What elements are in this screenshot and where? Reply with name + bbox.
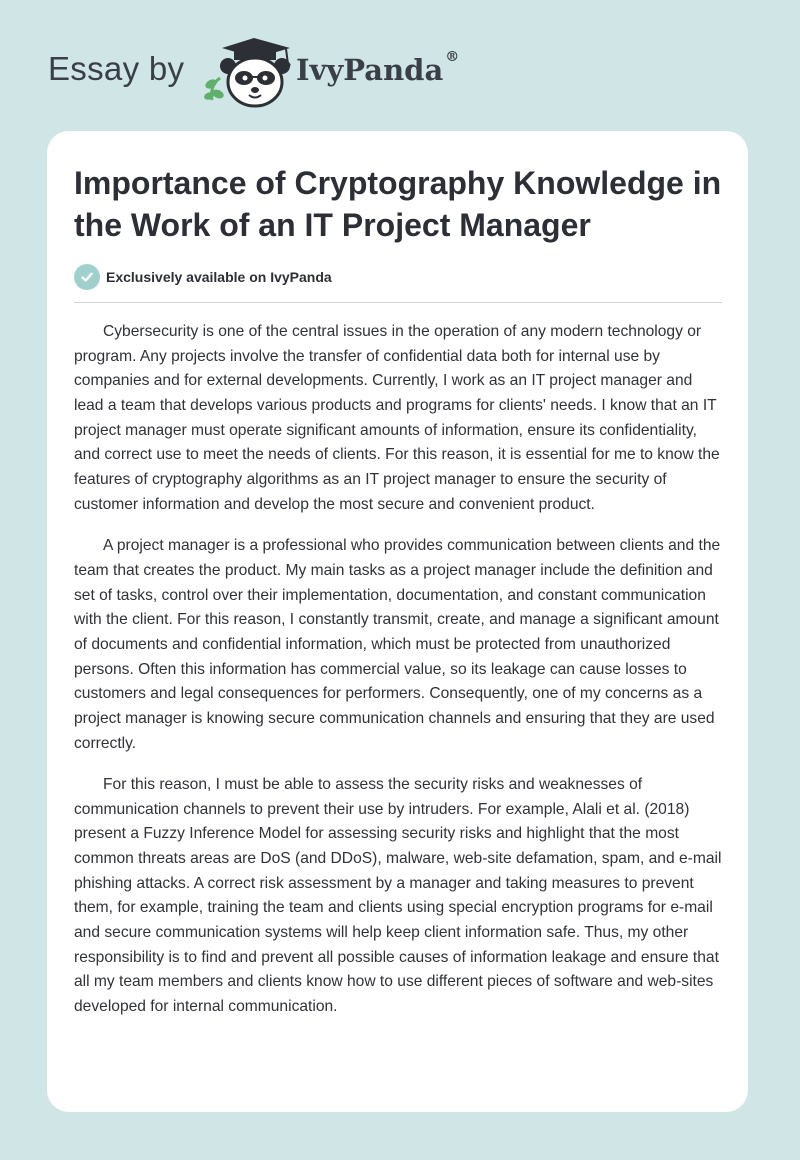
registered-mark: ® xyxy=(445,49,460,65)
site-header xyxy=(0,0,800,128)
paragraph: For this reason, I must be able to assess the security risks and weaknesses of communication channels to prevent their use by intruders. For example, Alali et al. (2018) present a Fuzzy Inference Model for assessing security risks and highlight that the most common threats areas are DoS (and DDoS), malware, web-site defamation, spam, and e-mail phishing attacks. A correct risk assessment by a manager and taking measures to prevent them, for example, training the team and clients using special encryption programs for e-mail and secure communication systems will help keep client information safe. Thus, my other responsibility is to find and prevent all possible causes of information leakage and ensure that all my team members and clients know how to use different pieces of software and web-sites developed for internal communication. xyxy=(74,776,722,1016)
check-icon xyxy=(74,264,100,290)
brand-prefix: Essay by xyxy=(48,50,185,87)
divider xyxy=(74,302,722,303)
essay-card xyxy=(47,131,748,1112)
exclusive-label: Exclusively available on IvyPanda xyxy=(106,269,332,285)
page-title: Importance of Cryptography Knowledge in the Work of an IT Project Manager xyxy=(74,165,722,243)
paragraph: Cybersecurity is one of the central issues in the operation of any modern technology or program. Any projects involve the transfer of confidential data both for internal use by companies and for external developments. Currently, I work as an IT project manager and lead a team that develops various products and programs for clients' needs. I know that an IT project manager must operate significant amounts of information, ensure its confidentiality, and correct use to meet the needs of clients. For this reason, it is essential for me to know the features of cryptography algorithms as an IT project manager to ensure the security of customer information and develop the most secure and convenient product. xyxy=(74,323,720,513)
panda-logo-icon[interactable] xyxy=(202,38,296,110)
paragraph: A project manager is a professional who provides communication between clients and the team that creates the product. My main tasks as a project manager include the definition and set of tasks, control over their implementation, documentation, and constant communication with the client. For this reason, I constantly transmit, create, and manage a significant amount of documents and confidential information, which must be protected from unauthorized persons. Often this information has commercial value, so its leakage can cause losses to customers and legal consequences for performers. Consequently, one of my concerns as a project manager is knowing secure communication channels and ensuring that they are used correctly. xyxy=(74,537,721,752)
essay-body xyxy=(74,320,726,1037)
brand-name[interactable]: IvyPanda ® xyxy=(296,49,460,87)
exclusive-badge xyxy=(74,264,332,290)
